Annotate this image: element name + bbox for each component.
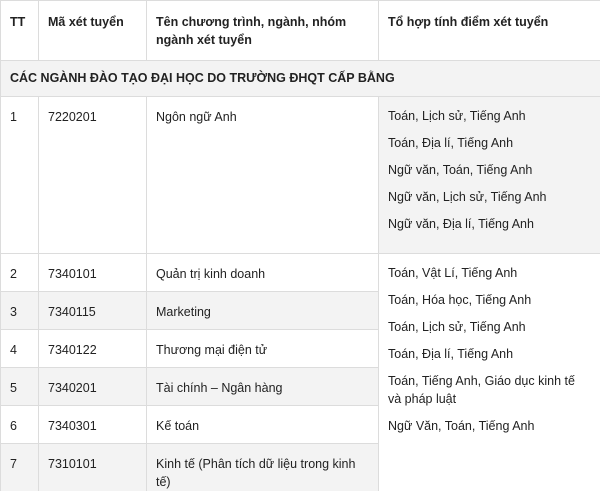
shared-combos-cell [379, 254, 600, 491]
section-row [1, 61, 600, 97]
row-tt: 5 [1, 368, 39, 406]
row-program: Kinh tế (Phân tích dữ liệu trong kinh tế) [147, 444, 379, 491]
row-code: 7340115 [39, 292, 147, 330]
row-tt: 2 [1, 254, 39, 292]
row-program: Kế toán [147, 406, 379, 444]
header-tt: TT [1, 1, 39, 61]
header-program: Tên chương trình, ngành, nhóm ngành xét tuyển [147, 1, 379, 61]
row-program: Quản trị kinh doanh [147, 254, 379, 292]
combo-item: Toán, Địa lí, Tiếng Anh [388, 347, 514, 361]
header-code: Mã xét tuyển [39, 1, 147, 61]
combo-item: Ngữ Văn, Toán, Tiếng Anh [388, 419, 535, 433]
combo-item: Toán, Hóa học, Tiếng Anh [388, 293, 532, 307]
row-tt: 4 [1, 330, 39, 368]
combo-item: Toán, Tiếng Anh, Giáo dục kinh tế và pháp luật [388, 374, 575, 406]
row-program: Thương mại điện tử [147, 330, 379, 368]
section-title: CÁC NGÀNH ĐÀO TẠO ĐẠI HỌC DO TRƯỜNG ĐHQT CẤP BẰNG [1, 61, 600, 97]
table-header-row [1, 1, 600, 61]
combo-item: Toán, Địa lí, Tiếng Anh [388, 136, 514, 150]
table-row [1, 97, 600, 254]
row-code: 7340122 [39, 330, 147, 368]
row-code: 7340201 [39, 368, 147, 406]
table-row [1, 254, 600, 292]
row-code: 7310101 [39, 444, 147, 491]
row-program: Tài chính – Ngân hàng [147, 368, 379, 406]
row-program: Marketing [147, 292, 379, 330]
row-code: 7340301 [39, 406, 147, 444]
header-combos: Tổ hợp tính điểm xét tuyển [379, 1, 600, 61]
combo-item: Toán, Vật Lí, Tiếng Anh [388, 266, 518, 280]
row-tt: 1 [1, 97, 39, 254]
combo-item: Toán, Lịch sử, Tiếng Anh [388, 320, 526, 334]
row-tt: 6 [1, 406, 39, 444]
combo-item: Toán, Lịch sử, Tiếng Anh [388, 109, 526, 123]
row-program: Ngôn ngữ Anh [147, 97, 379, 254]
row-combos [379, 97, 600, 254]
combo-item: Ngữ văn, Lịch sử, Tiếng Anh [388, 190, 547, 204]
row-code: 7340101 [39, 254, 147, 292]
combo-item: Ngữ văn, Địa lí, Tiếng Anh [388, 217, 534, 231]
row-tt: 3 [1, 292, 39, 330]
row-code: 7220201 [39, 97, 147, 254]
combo-item: Ngữ văn, Toán, Tiếng Anh [388, 163, 533, 177]
row-tt: 7 [1, 444, 39, 491]
